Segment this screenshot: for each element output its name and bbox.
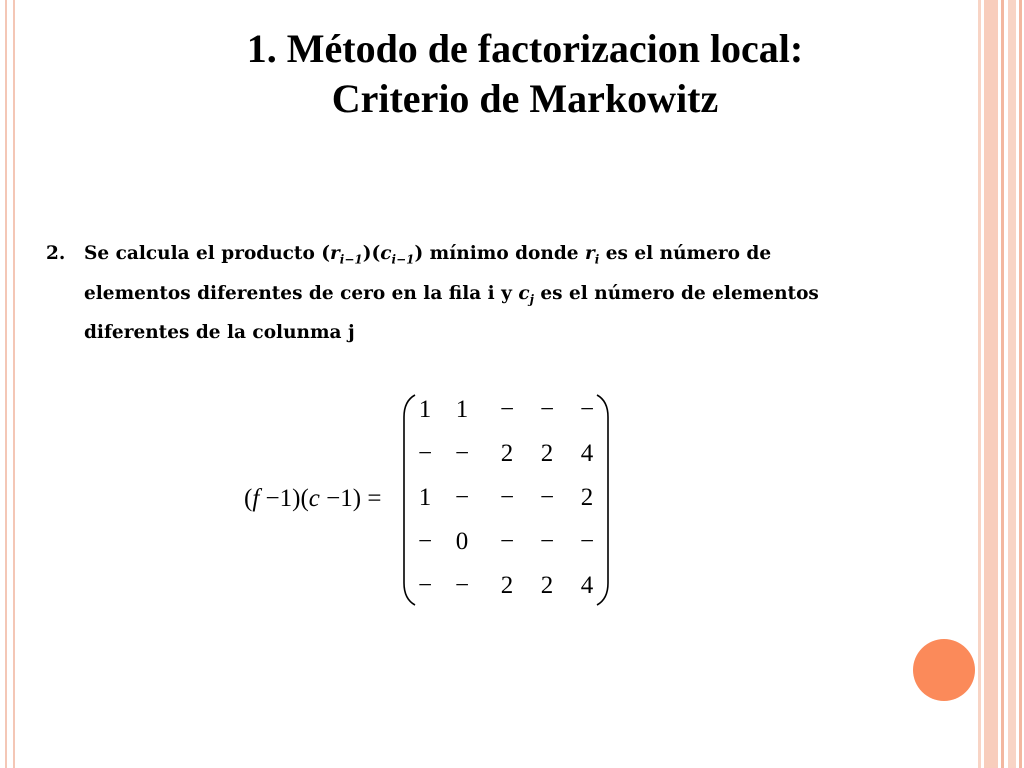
left-border-line <box>13 0 15 768</box>
bullet-text-part: )( <box>362 243 381 264</box>
left-border-line <box>5 0 7 768</box>
matrix-cell: 1 <box>455 396 469 423</box>
decorative-stripe <box>1001 0 1004 768</box>
matrix-cell: 2 <box>580 484 594 511</box>
decorative-stripe <box>978 0 981 768</box>
math-r <box>330 243 363 267</box>
math-subscript: i−1 <box>391 252 415 267</box>
lhs-var-c: c <box>308 485 320 512</box>
math-subscript: i <box>594 252 600 267</box>
math-symbol: r <box>330 243 340 264</box>
matrix-cell: − <box>417 528 433 555</box>
bullet-number: 2. <box>46 243 66 264</box>
matrix-cell: 2 <box>500 572 514 599</box>
matrix-cell: − <box>454 440 470 467</box>
matrix-cell: − <box>539 528 555 555</box>
lhs-var-f: f <box>252 485 260 512</box>
equation <box>240 393 620 608</box>
matrix-cell: 2 <box>540 572 554 599</box>
matrix-cell: − <box>499 528 515 555</box>
matrix-cell: 4 <box>580 572 594 599</box>
matrix-cell: − <box>539 396 555 423</box>
math-symbol: c <box>518 282 530 304</box>
bullet-text-part: es el número de elementos diferentes de la colunma j <box>84 282 819 344</box>
decorative-circle <box>913 639 975 701</box>
matrix-cell: − <box>417 572 433 599</box>
matrix-cell: 2 <box>540 440 554 467</box>
bullet-text-part: ) mínimo donde <box>414 243 585 264</box>
lhs-part: −1) = <box>319 485 382 512</box>
lhs-part: −1)( <box>259 485 309 512</box>
bullet-text-part: Se calcula el producto ( <box>84 243 331 264</box>
matrix-cell: − <box>579 528 595 555</box>
matrix-cell: − <box>539 484 555 511</box>
decorative-stripe <box>1019 0 1022 768</box>
matrix-cell: − <box>499 396 515 423</box>
slide-title <box>150 24 900 124</box>
matrix-cell: − <box>499 484 515 511</box>
title-line-1: 1. Método de factorizacion local: <box>246 26 804 71</box>
matrix-cell: − <box>417 440 433 467</box>
matrix-cell: 1 <box>418 396 432 423</box>
math-symbol: r <box>585 243 595 264</box>
decorative-stripe <box>1008 0 1016 768</box>
matrix-cell: 4 <box>580 440 594 467</box>
equation-lhs <box>244 485 381 513</box>
matrix-cell: − <box>454 572 470 599</box>
bullet-text-part: es el número de elementos diferentes de cero en la fila i y <box>84 243 772 304</box>
math-subscript: j <box>529 292 534 307</box>
math-ri <box>585 243 600 267</box>
title-line-2: Criterio de Markowitz <box>331 76 719 121</box>
decorative-stripe <box>984 0 998 768</box>
matrix-cell: − <box>579 396 595 423</box>
math-subscript: i−1 <box>339 252 363 267</box>
math-c <box>380 243 415 267</box>
matrix-cell: − <box>454 484 470 511</box>
lhs-part: ( <box>244 485 253 512</box>
math-cj <box>518 282 534 307</box>
bullet-text <box>84 237 824 349</box>
matrix-cell: 1 <box>418 484 432 511</box>
matrix-cell: 2 <box>500 440 514 467</box>
math-symbol: c <box>380 243 392 264</box>
matrix-cell: 0 <box>455 528 469 555</box>
